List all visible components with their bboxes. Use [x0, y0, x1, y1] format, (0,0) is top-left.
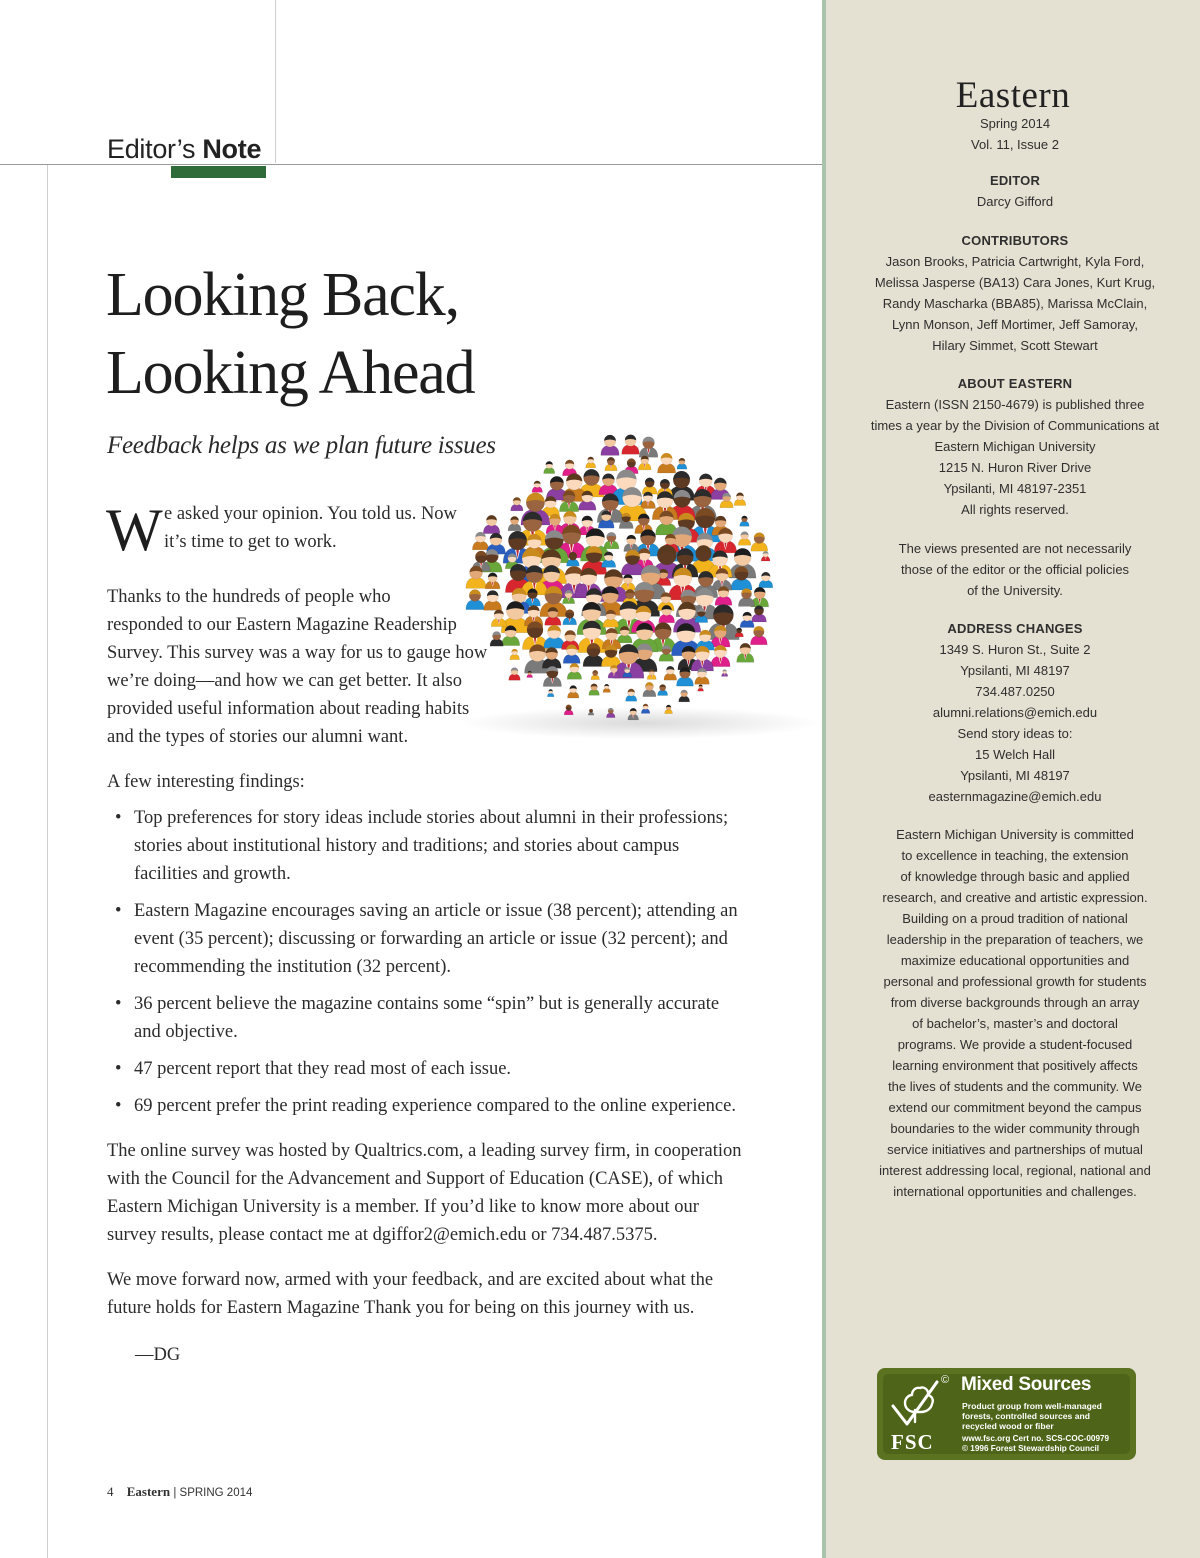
footer-brand: Eastern — [126, 1484, 171, 1499]
masthead-issue-info — [840, 113, 1190, 155]
address-block — [840, 618, 1190, 807]
text-line: the lives of students and the community. We — [888, 1079, 1142, 1094]
text-line: Randy Mascharka (BBA85), Marissa McClain, — [882, 296, 1148, 311]
text-line: leadership in the preparation of teachers, we — [886, 932, 1144, 947]
text-line: Jason Brooks, Patricia Cartwright, Kyla Ford, — [885, 254, 1145, 269]
person-icon — [677, 458, 687, 469]
contributors-heading: CONTRIBUTORS — [961, 233, 1069, 248]
text-line: Building on a proud tradition of national — [902, 911, 1128, 926]
person-icon — [591, 670, 600, 680]
text-line: times a year by the Division of Communications at — [870, 418, 1160, 433]
person-icon — [738, 588, 754, 606]
text-line: 1215 N. Huron River Drive — [938, 460, 1092, 475]
finding-line: 69 percent prefer the print reading experience compared to the online experience. — [134, 1096, 736, 1116]
text-line: future holds for Eastern Magazine Thank you for being on this journey with us. — [107, 1298, 695, 1318]
text-line: easternmagazine@emich.edu — [928, 789, 1102, 804]
about-lines — [840, 394, 1190, 520]
text-line: Send story ideas to: — [957, 726, 1073, 741]
about-heading: ABOUT EASTERN — [957, 376, 1073, 391]
text-line: Eastern Michigan University — [934, 439, 1096, 454]
person-icon — [624, 535, 639, 552]
text-line: with the Council for the Advancement and Support of Education (CASE), of which — [107, 1169, 724, 1189]
body-paragraph-1 — [107, 583, 497, 751]
signature: —DG — [135, 1345, 181, 1365]
bullet-icon: • — [115, 1096, 122, 1116]
person-icon — [722, 670, 728, 677]
finding-item — [107, 897, 767, 981]
person-icon — [751, 532, 768, 551]
text-line: boundaries to the wider community through — [890, 1121, 1140, 1136]
finding-line: event (35 percent); discussing or forwarding an article or issue (32 percent); and — [134, 929, 728, 949]
footer-issue: | SPRING 2014 — [173, 1487, 253, 1499]
article-deck: Feedback helps as we plan future issues — [107, 432, 496, 459]
issue-volume: Vol. 11, Issue 2 — [971, 137, 1059, 152]
person-icon — [740, 516, 749, 527]
text-line: recycled wood or fiber — [962, 1421, 1054, 1431]
text-line: provided useful information about reading habits — [107, 699, 470, 719]
bubble-shadow — [460, 707, 820, 739]
bullet-icon: • — [115, 808, 122, 828]
finding-line: 47 percent report that they read most of each issue. — [134, 1059, 512, 1079]
text-line: forests, controlled sources and — [962, 1411, 1090, 1421]
drop-cap: W — [106, 497, 163, 563]
text-line: 1349 S. Huron St., Suite 2 — [939, 642, 1091, 657]
person-icon — [510, 649, 520, 660]
text-line: The online survey was hosted by Qualtrics.com, a leading survey firm, in cooperation — [107, 1141, 742, 1161]
text-line: Eastern Michigan University is committed — [896, 827, 1134, 842]
person-icon — [639, 437, 658, 458]
person-icon — [604, 532, 619, 549]
person-icon — [562, 460, 576, 476]
text-line: Hilary Simmet, Scott Stewart — [932, 338, 1098, 353]
person-icon — [658, 684, 668, 695]
person-icon — [679, 690, 690, 702]
section-kicker — [107, 134, 261, 165]
text-line: interest addressing local, regional, national and — [879, 1163, 1151, 1178]
finding-line: facilities and growth. — [134, 864, 291, 884]
text-line: personal and professional growth for students — [883, 974, 1147, 989]
bullet-icon: • — [115, 1059, 122, 1079]
person-icon — [638, 456, 651, 470]
fsc-description — [962, 1401, 1122, 1431]
finding-line: Eastern Magazine encourages saving an article or issue (38 percent); attending an — [134, 901, 738, 921]
person-icon — [483, 515, 500, 533]
editor-heading: EDITOR — [989, 173, 1041, 188]
left-margin-rule — [47, 165, 48, 1558]
person-icon — [508, 516, 521, 531]
text-line: Eastern (ISSN 2150-4679) is published three — [885, 397, 1145, 412]
text-line: of the University. — [967, 583, 1063, 598]
mission-lines — [840, 824, 1190, 1202]
person-icon — [664, 666, 677, 680]
fsc-badge — [877, 1368, 1136, 1460]
text-line: 15 Welch Hall — [975, 747, 1055, 762]
text-line: programs. We provide a student-focused — [897, 1037, 1133, 1052]
person-icon — [759, 572, 773, 588]
lead-line: it’s time to get to work. — [164, 532, 337, 552]
text-line: survey results, please contact me at dgiffor2@emich.edu or 734.487.5375. — [107, 1225, 658, 1245]
person-icon — [626, 689, 637, 701]
person-icon — [586, 457, 596, 468]
person-icon — [761, 551, 770, 561]
text-line: Product group from well-managed — [962, 1401, 1102, 1411]
page-number: 4 — [107, 1484, 114, 1499]
person-icon — [547, 689, 554, 696]
kicker-bold: Note — [202, 134, 262, 164]
person-icon — [752, 605, 767, 622]
editor-block — [840, 170, 1190, 212]
text-line: Thanks to the hundreds of people who — [107, 587, 391, 607]
finding-item — [107, 990, 767, 1046]
headline-line-1: Looking Back, — [106, 261, 459, 329]
finding-item — [107, 1092, 767, 1120]
fsc-tree-check-icon — [887, 1376, 943, 1432]
top-vertical-rule — [275, 0, 276, 163]
text-line: All rights reserved. — [961, 502, 1069, 517]
person-icon — [511, 497, 523, 511]
person-icon — [737, 643, 754, 662]
lead-paragraph — [164, 500, 484, 556]
person-icon — [491, 610, 506, 627]
text-line: 734.487.0250 — [975, 684, 1055, 699]
text-line: we’re doing—and how we can get better. It also — [107, 671, 462, 691]
text-line: responded to our Eastern Magazine Readership — [107, 615, 457, 635]
text-line: of bachelor’s, master’s and doctoral — [912, 1016, 1118, 1031]
fsc-certificate — [962, 1434, 1109, 1453]
views-lines — [840, 538, 1190, 601]
person-icon — [484, 590, 502, 610]
findings-label: A few interesting findings: — [107, 772, 305, 792]
contributors-block — [840, 230, 1190, 356]
person-icon — [532, 481, 542, 493]
masthead-title: Eastern — [955, 75, 1071, 116]
text-line: those of the editor or the official policies — [900, 562, 1130, 577]
text-line: of knowledge through basic and applied — [900, 869, 1130, 884]
text-line: Ypsilanti, MI 48197-2351 — [943, 481, 1087, 496]
mission-block — [840, 824, 1190, 1202]
text-line: research, and creative and artistic expression. — [882, 890, 1148, 905]
headline-line-2: Looking Ahead — [106, 339, 475, 407]
text-line: Ypsilanti, MI 48197 — [960, 768, 1070, 783]
page-footer — [107, 1484, 252, 1500]
person-icon — [698, 685, 704, 691]
lead-line: e asked your opinion. You told us. Now — [164, 504, 457, 524]
text-line: Eastern Michigan University is a member. If you’d like to know more about our — [107, 1197, 699, 1217]
masthead-sidebar — [822, 0, 1200, 1558]
text-line: www.fsc.org Cert no. SCS-COC-00979 — [962, 1434, 1110, 1443]
address-heading: ADDRESS CHANGES — [947, 621, 1083, 636]
text-line: Lynn Monson, Jeff Mortimer, Jeff Samoray, — [892, 317, 1138, 332]
text-line: international opportunities and challenges. — [893, 1184, 1137, 1199]
crowd-people-group — [466, 435, 773, 720]
bullet-icon: • — [115, 901, 122, 921]
kicker-prefix: Editor’s — [107, 134, 196, 164]
person-icon — [485, 573, 500, 589]
fsc-registered-mark: © — [941, 1374, 950, 1386]
finding-line: recommending the institution (32 percent). — [134, 957, 451, 977]
findings-list — [107, 804, 767, 1129]
person-icon — [466, 589, 484, 609]
person-icon — [603, 684, 610, 692]
text-line: We move forward now, armed with your feedback, and are excited about what the — [107, 1270, 714, 1290]
text-line: maximize educational opportunities and — [900, 953, 1130, 968]
text-line: extend our commitment beyond the campus — [888, 1100, 1142, 1115]
finding-item — [107, 804, 767, 888]
person-icon — [734, 493, 746, 506]
issue-date: Spring 2014 — [979, 116, 1051, 131]
fsc-heading: Mixed Sources — [961, 1374, 1092, 1395]
editor-name: Darcy Gifford — [976, 194, 1054, 209]
text-line: service initiatives and partnerships of mutual — [887, 1142, 1143, 1157]
text-line: The views presented are not necessarily — [898, 541, 1132, 556]
views-block — [840, 538, 1190, 601]
body-paragraph-3 — [107, 1266, 767, 1322]
person-icon — [642, 478, 657, 494]
text-line: Melissa Jasperse (BA13) Cara Jones, Kurt Krug, — [874, 275, 1156, 290]
person-icon — [490, 631, 503, 646]
person-icon — [750, 626, 767, 645]
person-icon — [643, 682, 656, 697]
person-icon — [509, 667, 520, 680]
person-icon — [568, 685, 579, 698]
person-icon — [622, 435, 640, 455]
person-icon — [472, 532, 488, 550]
finding-line: Top preferences for story ideas include stories about alumni in their professions; — [134, 808, 729, 828]
about-block — [840, 373, 1190, 520]
text-line: to excellence in teaching, the extension — [901, 848, 1129, 863]
text-line: Survey. This survey was a way for us to gauge how — [107, 643, 488, 663]
section-accent-bar — [171, 166, 266, 178]
person-icon — [621, 574, 635, 590]
article-headline — [106, 256, 474, 412]
body-paragraph-2 — [107, 1137, 767, 1249]
person-icon — [544, 625, 565, 648]
text-line: from diverse backgrounds through an array — [890, 995, 1140, 1010]
person-icon — [567, 663, 581, 679]
person-icon — [601, 435, 619, 455]
crowd-speech-bubble-illustration — [455, 425, 820, 750]
person-icon — [605, 457, 617, 471]
text-line: alumni.relations@emich.edu — [932, 705, 1098, 720]
bullet-icon: • — [115, 994, 122, 1014]
address-lines — [840, 639, 1190, 807]
finding-line: stories about institutional history and traditions; and stories about campus — [134, 836, 680, 856]
text-line: © 1996 Forest Stewardship Council — [962, 1443, 1100, 1453]
person-icon — [589, 684, 600, 696]
fsc-abbr: FSC — [891, 1430, 934, 1454]
person-icon — [738, 531, 750, 545]
finding-line: 36 percent believe the magazine contains some “spin” but is generally accurate — [134, 994, 720, 1014]
person-icon — [658, 453, 676, 473]
finding-line: and objective. — [134, 1022, 238, 1042]
text-line: learning environment that positively affects — [892, 1058, 1138, 1073]
finding-item — [107, 1055, 767, 1083]
person-icon — [544, 461, 555, 473]
text-line: and the types of stories our alumni want. — [107, 727, 409, 747]
text-line: Ypsilanti, MI 48197 — [960, 663, 1070, 678]
contributors-lines — [840, 251, 1190, 356]
